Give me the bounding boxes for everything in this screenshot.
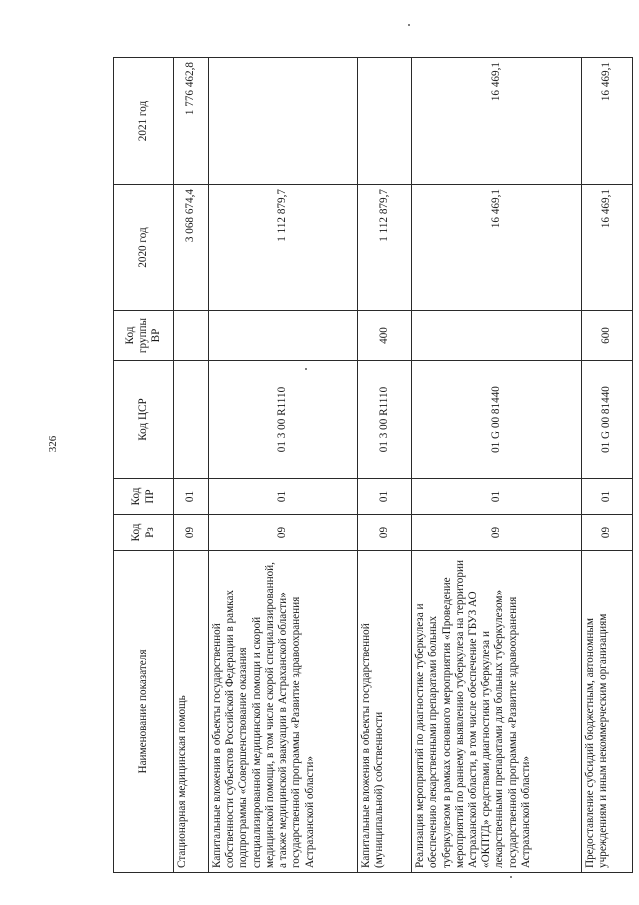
row-2021: 16 469,1 (581, 58, 632, 185)
row-rz: 09 (412, 515, 582, 551)
row-2020: 16 469,1 (581, 185, 632, 311)
table-row (358, 58, 412, 873)
row-pr: 01 (174, 479, 209, 515)
row-rz: 09 (581, 515, 632, 551)
row-vr (174, 311, 209, 361)
row-2020: 1 112 879,7 (358, 185, 412, 311)
row-2020: 16 469,1 (412, 185, 582, 311)
row-csr: 01 3 00 R1110 (358, 361, 412, 479)
header-vr: Код группы ВР (114, 311, 174, 361)
page-number: 326 (47, 435, 59, 453)
row-pr: 01 (358, 479, 412, 515)
row-2021 (358, 58, 412, 185)
header-2020: 2020 год (114, 185, 174, 311)
row-rz: 09 (209, 515, 358, 551)
header-2021: 2021 год (114, 58, 174, 185)
header-csr: Код ЦСР (114, 361, 174, 479)
scan-speck (510, 876, 512, 878)
row-csr: 01 G 00 81440 (412, 361, 582, 479)
row-csr (174, 361, 209, 479)
row-csr: 01 G 00 81440 (581, 361, 632, 479)
table-row (174, 58, 209, 873)
row-2020: 1 112 879,7 (209, 185, 358, 311)
row-2020: 3 068 674,4 (174, 185, 209, 311)
row-vr: 400 (358, 311, 412, 361)
budget-table (113, 57, 633, 873)
row-vr (209, 311, 358, 361)
row-2021: 1 776 462,8 (174, 58, 209, 185)
table-row (581, 58, 632, 873)
row-rz: 09 (358, 515, 412, 551)
header-name: Наименование показателя (114, 551, 174, 873)
row-name: Капитальные вложения в объекты государственной (муниципальной) собственности (358, 551, 412, 873)
row-pr: 01 (209, 479, 358, 515)
row-name: Стационарная медицинская помощь (174, 551, 209, 873)
row-vr (412, 311, 582, 361)
row-rz: 09 (174, 515, 209, 551)
row-pr: 01 (581, 479, 632, 515)
row-pr: 01 (412, 479, 582, 515)
row-name: Предоставление субсидий бюджетным, автономным учреждениям и иным некоммерческим организациям (581, 551, 632, 873)
row-2021: 16 469,1 (412, 58, 582, 185)
row-csr: 01 3 00 R1110 (209, 361, 358, 479)
row-name: Реализация мероприятий по диагностике туберкулеза и обеспечению лекарственными препаратами больных туберкулезом в рамках основного мероприятия «Проведение мероприятий по раннему выявлению туберкулеза на территории Астраханской области, в том числе обеспечение ГБУЗ АО «ОКПТД» средствами диагностики туберкулеза и лекарственными препаратами для больных туберкулезом» государственной программы «Развитие здравоохранения Астраханской области» (412, 551, 582, 873)
row-name: Капитальные вложения в объекты государственной собственности субъектов Российской Федерации в рамках подпрограммы «Совершенствование оказания специализированной медицинской помощи и скорой медицинской помощи, в том числе скорой специализированной, а также медицинской эвакуации в Астраханской области» государственной программы «Развитие здравоохранения Астраханской области» (209, 551, 358, 873)
row-vr: 600 (581, 311, 632, 361)
scan-speck (408, 24, 410, 26)
header-pr: Код ПР (114, 479, 174, 515)
header-row (114, 58, 174, 873)
row-2021 (209, 58, 358, 185)
table-row (209, 58, 358, 873)
header-rz: Код Рз (114, 515, 174, 551)
table-row (412, 58, 582, 873)
rotated-table-wrapper (113, 58, 633, 873)
